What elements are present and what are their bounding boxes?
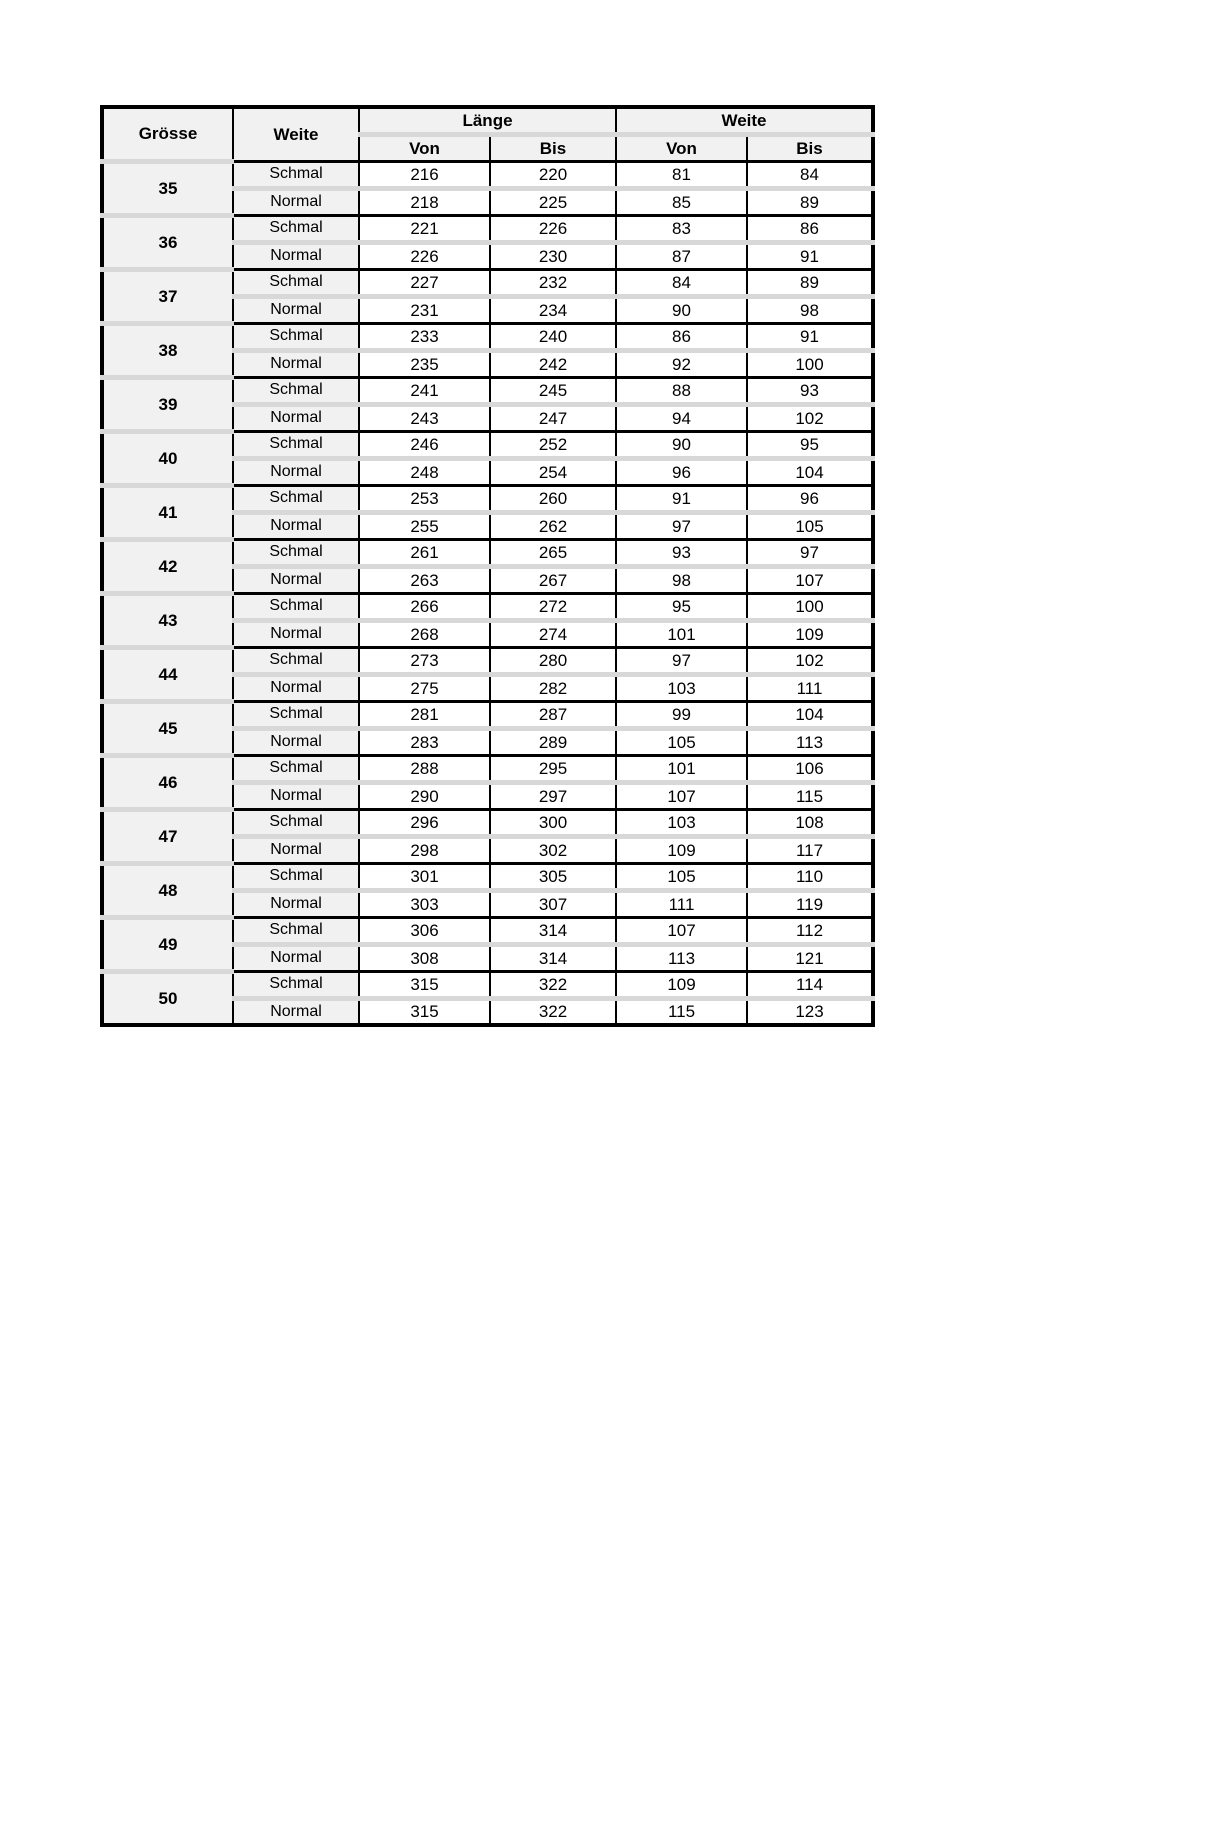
weite-bis-cell: 96 [747, 485, 873, 512]
size-cell: 39 [102, 377, 233, 431]
laenge-von-cell: 266 [359, 593, 490, 620]
weite-von-cell: 103 [616, 809, 747, 836]
weite-von-cell: 85 [616, 188, 747, 215]
laenge-von-cell: 246 [359, 431, 490, 458]
width-type-cell: Normal [233, 728, 359, 755]
laenge-von-cell: 283 [359, 728, 490, 755]
weite-bis-cell: 91 [747, 242, 873, 269]
header-laenge-bis: Bis [490, 134, 616, 161]
weite-von-cell: 88 [616, 377, 747, 404]
weite-von-cell: 91 [616, 485, 747, 512]
weite-von-cell: 83 [616, 215, 747, 242]
weite-von-cell: 101 [616, 620, 747, 647]
weite-von-cell: 107 [616, 917, 747, 944]
table-row-48-schmal [102, 863, 873, 890]
laenge-von-cell: 226 [359, 242, 490, 269]
width-type-cell: Normal [233, 242, 359, 269]
width-type-cell: Schmal [233, 431, 359, 458]
size-cell: 49 [102, 917, 233, 971]
laenge-bis-cell: 305 [490, 863, 616, 890]
table-row-46-schmal [102, 755, 873, 782]
laenge-von-cell: 268 [359, 620, 490, 647]
header-laenge-von: Von [359, 134, 490, 161]
weite-bis-cell: 105 [747, 512, 873, 539]
weite-bis-cell: 110 [747, 863, 873, 890]
laenge-bis-cell: 300 [490, 809, 616, 836]
header-row-groups [102, 107, 873, 134]
laenge-von-cell: 231 [359, 296, 490, 323]
weite-bis-cell: 91 [747, 323, 873, 350]
laenge-von-cell: 275 [359, 674, 490, 701]
laenge-bis-cell: 240 [490, 323, 616, 350]
weite-von-cell: 90 [616, 296, 747, 323]
laenge-von-cell: 216 [359, 161, 490, 188]
width-type-cell: Normal [233, 566, 359, 593]
laenge-von-cell: 281 [359, 701, 490, 728]
width-type-cell: Schmal [233, 755, 359, 782]
width-type-cell: Schmal [233, 593, 359, 620]
laenge-bis-cell: 297 [490, 782, 616, 809]
weite-bis-cell: 123 [747, 998, 873, 1025]
weite-von-cell: 103 [616, 674, 747, 701]
width-type-cell: Schmal [233, 917, 359, 944]
width-type-cell: Normal [233, 782, 359, 809]
width-type-cell: Schmal [233, 161, 359, 188]
page [0, 105, 1214, 1822]
weite-bis-cell: 100 [747, 350, 873, 377]
laenge-bis-cell: 280 [490, 647, 616, 674]
laenge-von-cell: 218 [359, 188, 490, 215]
width-type-cell: Normal [233, 836, 359, 863]
laenge-bis-cell: 260 [490, 485, 616, 512]
weite-von-cell: 99 [616, 701, 747, 728]
weite-bis-cell: 100 [747, 593, 873, 620]
weite-bis-cell: 117 [747, 836, 873, 863]
laenge-von-cell: 315 [359, 998, 490, 1025]
laenge-bis-cell: 307 [490, 890, 616, 917]
width-type-cell: Normal [233, 458, 359, 485]
laenge-bis-cell: 252 [490, 431, 616, 458]
weite-bis-cell: 121 [747, 944, 873, 971]
laenge-von-cell: 235 [359, 350, 490, 377]
weite-von-cell: 111 [616, 890, 747, 917]
width-type-cell: Normal [233, 404, 359, 431]
laenge-bis-cell: 289 [490, 728, 616, 755]
weite-von-cell: 109 [616, 836, 747, 863]
weite-bis-cell: 111 [747, 674, 873, 701]
laenge-bis-cell: 230 [490, 242, 616, 269]
table-row-44-schmal [102, 647, 873, 674]
size-cell: 36 [102, 215, 233, 269]
width-type-cell: Schmal [233, 971, 359, 998]
weite-bis-cell: 112 [747, 917, 873, 944]
laenge-bis-cell: 242 [490, 350, 616, 377]
header-laenge-group: Länge [359, 107, 616, 134]
laenge-bis-cell: 272 [490, 593, 616, 620]
weite-von-cell: 105 [616, 863, 747, 890]
weite-bis-cell: 114 [747, 971, 873, 998]
width-type-cell: Schmal [233, 485, 359, 512]
size-cell: 47 [102, 809, 233, 863]
width-type-cell: Normal [233, 890, 359, 917]
weite-bis-cell: 86 [747, 215, 873, 242]
laenge-von-cell: 221 [359, 215, 490, 242]
laenge-von-cell: 263 [359, 566, 490, 593]
weite-von-cell: 115 [616, 998, 747, 1025]
laenge-von-cell: 288 [359, 755, 490, 782]
laenge-bis-cell: 232 [490, 269, 616, 296]
weite-bis-cell: 97 [747, 539, 873, 566]
header-groesse: Grösse [102, 107, 233, 161]
weite-bis-cell: 98 [747, 296, 873, 323]
width-type-cell: Normal [233, 998, 359, 1025]
laenge-von-cell: 306 [359, 917, 490, 944]
laenge-bis-cell: 322 [490, 998, 616, 1025]
weite-von-cell: 84 [616, 269, 747, 296]
table-row-39-schmal [102, 377, 873, 404]
table-row-42-schmal [102, 539, 873, 566]
laenge-von-cell: 296 [359, 809, 490, 836]
width-type-cell: Schmal [233, 323, 359, 350]
header-weite-von: Von [616, 134, 747, 161]
laenge-von-cell: 233 [359, 323, 490, 350]
laenge-von-cell: 253 [359, 485, 490, 512]
table-row-43-schmal [102, 593, 873, 620]
laenge-von-cell: 255 [359, 512, 490, 539]
size-cell: 45 [102, 701, 233, 755]
laenge-bis-cell: 287 [490, 701, 616, 728]
size-cell: 46 [102, 755, 233, 809]
weite-von-cell: 93 [616, 539, 747, 566]
weite-bis-cell: 119 [747, 890, 873, 917]
weite-bis-cell: 84 [747, 161, 873, 188]
weite-von-cell: 92 [616, 350, 747, 377]
laenge-von-cell: 273 [359, 647, 490, 674]
weite-von-cell: 86 [616, 323, 747, 350]
laenge-bis-cell: 247 [490, 404, 616, 431]
weite-bis-cell: 104 [747, 701, 873, 728]
weite-bis-cell: 89 [747, 269, 873, 296]
laenge-bis-cell: 274 [490, 620, 616, 647]
weite-von-cell: 98 [616, 566, 747, 593]
width-type-cell: Normal [233, 296, 359, 323]
size-cell: 42 [102, 539, 233, 593]
weite-bis-cell: 102 [747, 647, 873, 674]
laenge-von-cell: 298 [359, 836, 490, 863]
width-type-cell: Schmal [233, 863, 359, 890]
table-row-45-schmal [102, 701, 873, 728]
table-header [102, 107, 873, 161]
laenge-bis-cell: 245 [490, 377, 616, 404]
weite-von-cell: 97 [616, 512, 747, 539]
laenge-von-cell: 308 [359, 944, 490, 971]
weite-von-cell: 95 [616, 593, 747, 620]
width-type-cell: Normal [233, 188, 359, 215]
laenge-bis-cell: 254 [490, 458, 616, 485]
width-type-cell: Schmal [233, 269, 359, 296]
weite-von-cell: 97 [616, 647, 747, 674]
laenge-bis-cell: 314 [490, 917, 616, 944]
weite-von-cell: 105 [616, 728, 747, 755]
laenge-von-cell: 248 [359, 458, 490, 485]
weite-von-cell: 113 [616, 944, 747, 971]
size-cell: 48 [102, 863, 233, 917]
weite-von-cell: 109 [616, 971, 747, 998]
laenge-bis-cell: 295 [490, 755, 616, 782]
size-cell: 41 [102, 485, 233, 539]
weite-bis-cell: 108 [747, 809, 873, 836]
weite-bis-cell: 104 [747, 458, 873, 485]
width-type-cell: Normal [233, 512, 359, 539]
table-row-35-schmal [102, 161, 873, 188]
weite-von-cell: 81 [616, 161, 747, 188]
width-type-cell: Normal [233, 350, 359, 377]
size-cell: 44 [102, 647, 233, 701]
size-table-body [102, 161, 873, 1025]
table-row-40-schmal [102, 431, 873, 458]
table-row-47-schmal [102, 809, 873, 836]
weite-bis-cell: 102 [747, 404, 873, 431]
laenge-bis-cell: 265 [490, 539, 616, 566]
table-row-36-schmal [102, 215, 873, 242]
weite-von-cell: 96 [616, 458, 747, 485]
width-type-cell: Schmal [233, 809, 359, 836]
width-type-cell: Schmal [233, 539, 359, 566]
laenge-von-cell: 315 [359, 971, 490, 998]
weite-von-cell: 107 [616, 782, 747, 809]
laenge-von-cell: 303 [359, 890, 490, 917]
weite-bis-cell: 95 [747, 431, 873, 458]
laenge-bis-cell: 226 [490, 215, 616, 242]
weite-bis-cell: 106 [747, 755, 873, 782]
table-row-41-schmal [102, 485, 873, 512]
width-type-cell: Schmal [233, 377, 359, 404]
laenge-bis-cell: 262 [490, 512, 616, 539]
size-cell: 35 [102, 161, 233, 215]
laenge-von-cell: 227 [359, 269, 490, 296]
header-weite-bis: Bis [747, 134, 873, 161]
laenge-bis-cell: 220 [490, 161, 616, 188]
size-cell: 38 [102, 323, 233, 377]
table-row-50-schmal [102, 971, 873, 998]
laenge-bis-cell: 225 [490, 188, 616, 215]
laenge-bis-cell: 267 [490, 566, 616, 593]
laenge-bis-cell: 234 [490, 296, 616, 323]
weite-bis-cell: 89 [747, 188, 873, 215]
width-type-cell: Schmal [233, 701, 359, 728]
header-weite-column: Weite [233, 107, 359, 161]
laenge-bis-cell: 314 [490, 944, 616, 971]
width-type-cell: Schmal [233, 215, 359, 242]
laenge-bis-cell: 302 [490, 836, 616, 863]
weite-von-cell: 90 [616, 431, 747, 458]
laenge-von-cell: 290 [359, 782, 490, 809]
size-cell: 37 [102, 269, 233, 323]
weite-bis-cell: 93 [747, 377, 873, 404]
table-row-38-schmal [102, 323, 873, 350]
width-type-cell: Normal [233, 620, 359, 647]
table-row-49-schmal [102, 917, 873, 944]
width-type-cell: Normal [233, 674, 359, 701]
header-weite-group: Weite [616, 107, 873, 134]
weite-bis-cell: 109 [747, 620, 873, 647]
size-cell: 40 [102, 431, 233, 485]
laenge-von-cell: 243 [359, 404, 490, 431]
weite-von-cell: 94 [616, 404, 747, 431]
width-type-cell: Normal [233, 944, 359, 971]
width-type-cell: Schmal [233, 647, 359, 674]
weite-bis-cell: 107 [747, 566, 873, 593]
laenge-bis-cell: 322 [490, 971, 616, 998]
laenge-von-cell: 261 [359, 539, 490, 566]
table-row-37-schmal [102, 269, 873, 296]
size-chart-table [100, 105, 875, 1027]
laenge-bis-cell: 282 [490, 674, 616, 701]
laenge-von-cell: 301 [359, 863, 490, 890]
weite-bis-cell: 113 [747, 728, 873, 755]
size-cell: 43 [102, 593, 233, 647]
size-cell: 50 [102, 971, 233, 1025]
weite-von-cell: 87 [616, 242, 747, 269]
weite-bis-cell: 115 [747, 782, 873, 809]
weite-von-cell: 101 [616, 755, 747, 782]
laenge-von-cell: 241 [359, 377, 490, 404]
